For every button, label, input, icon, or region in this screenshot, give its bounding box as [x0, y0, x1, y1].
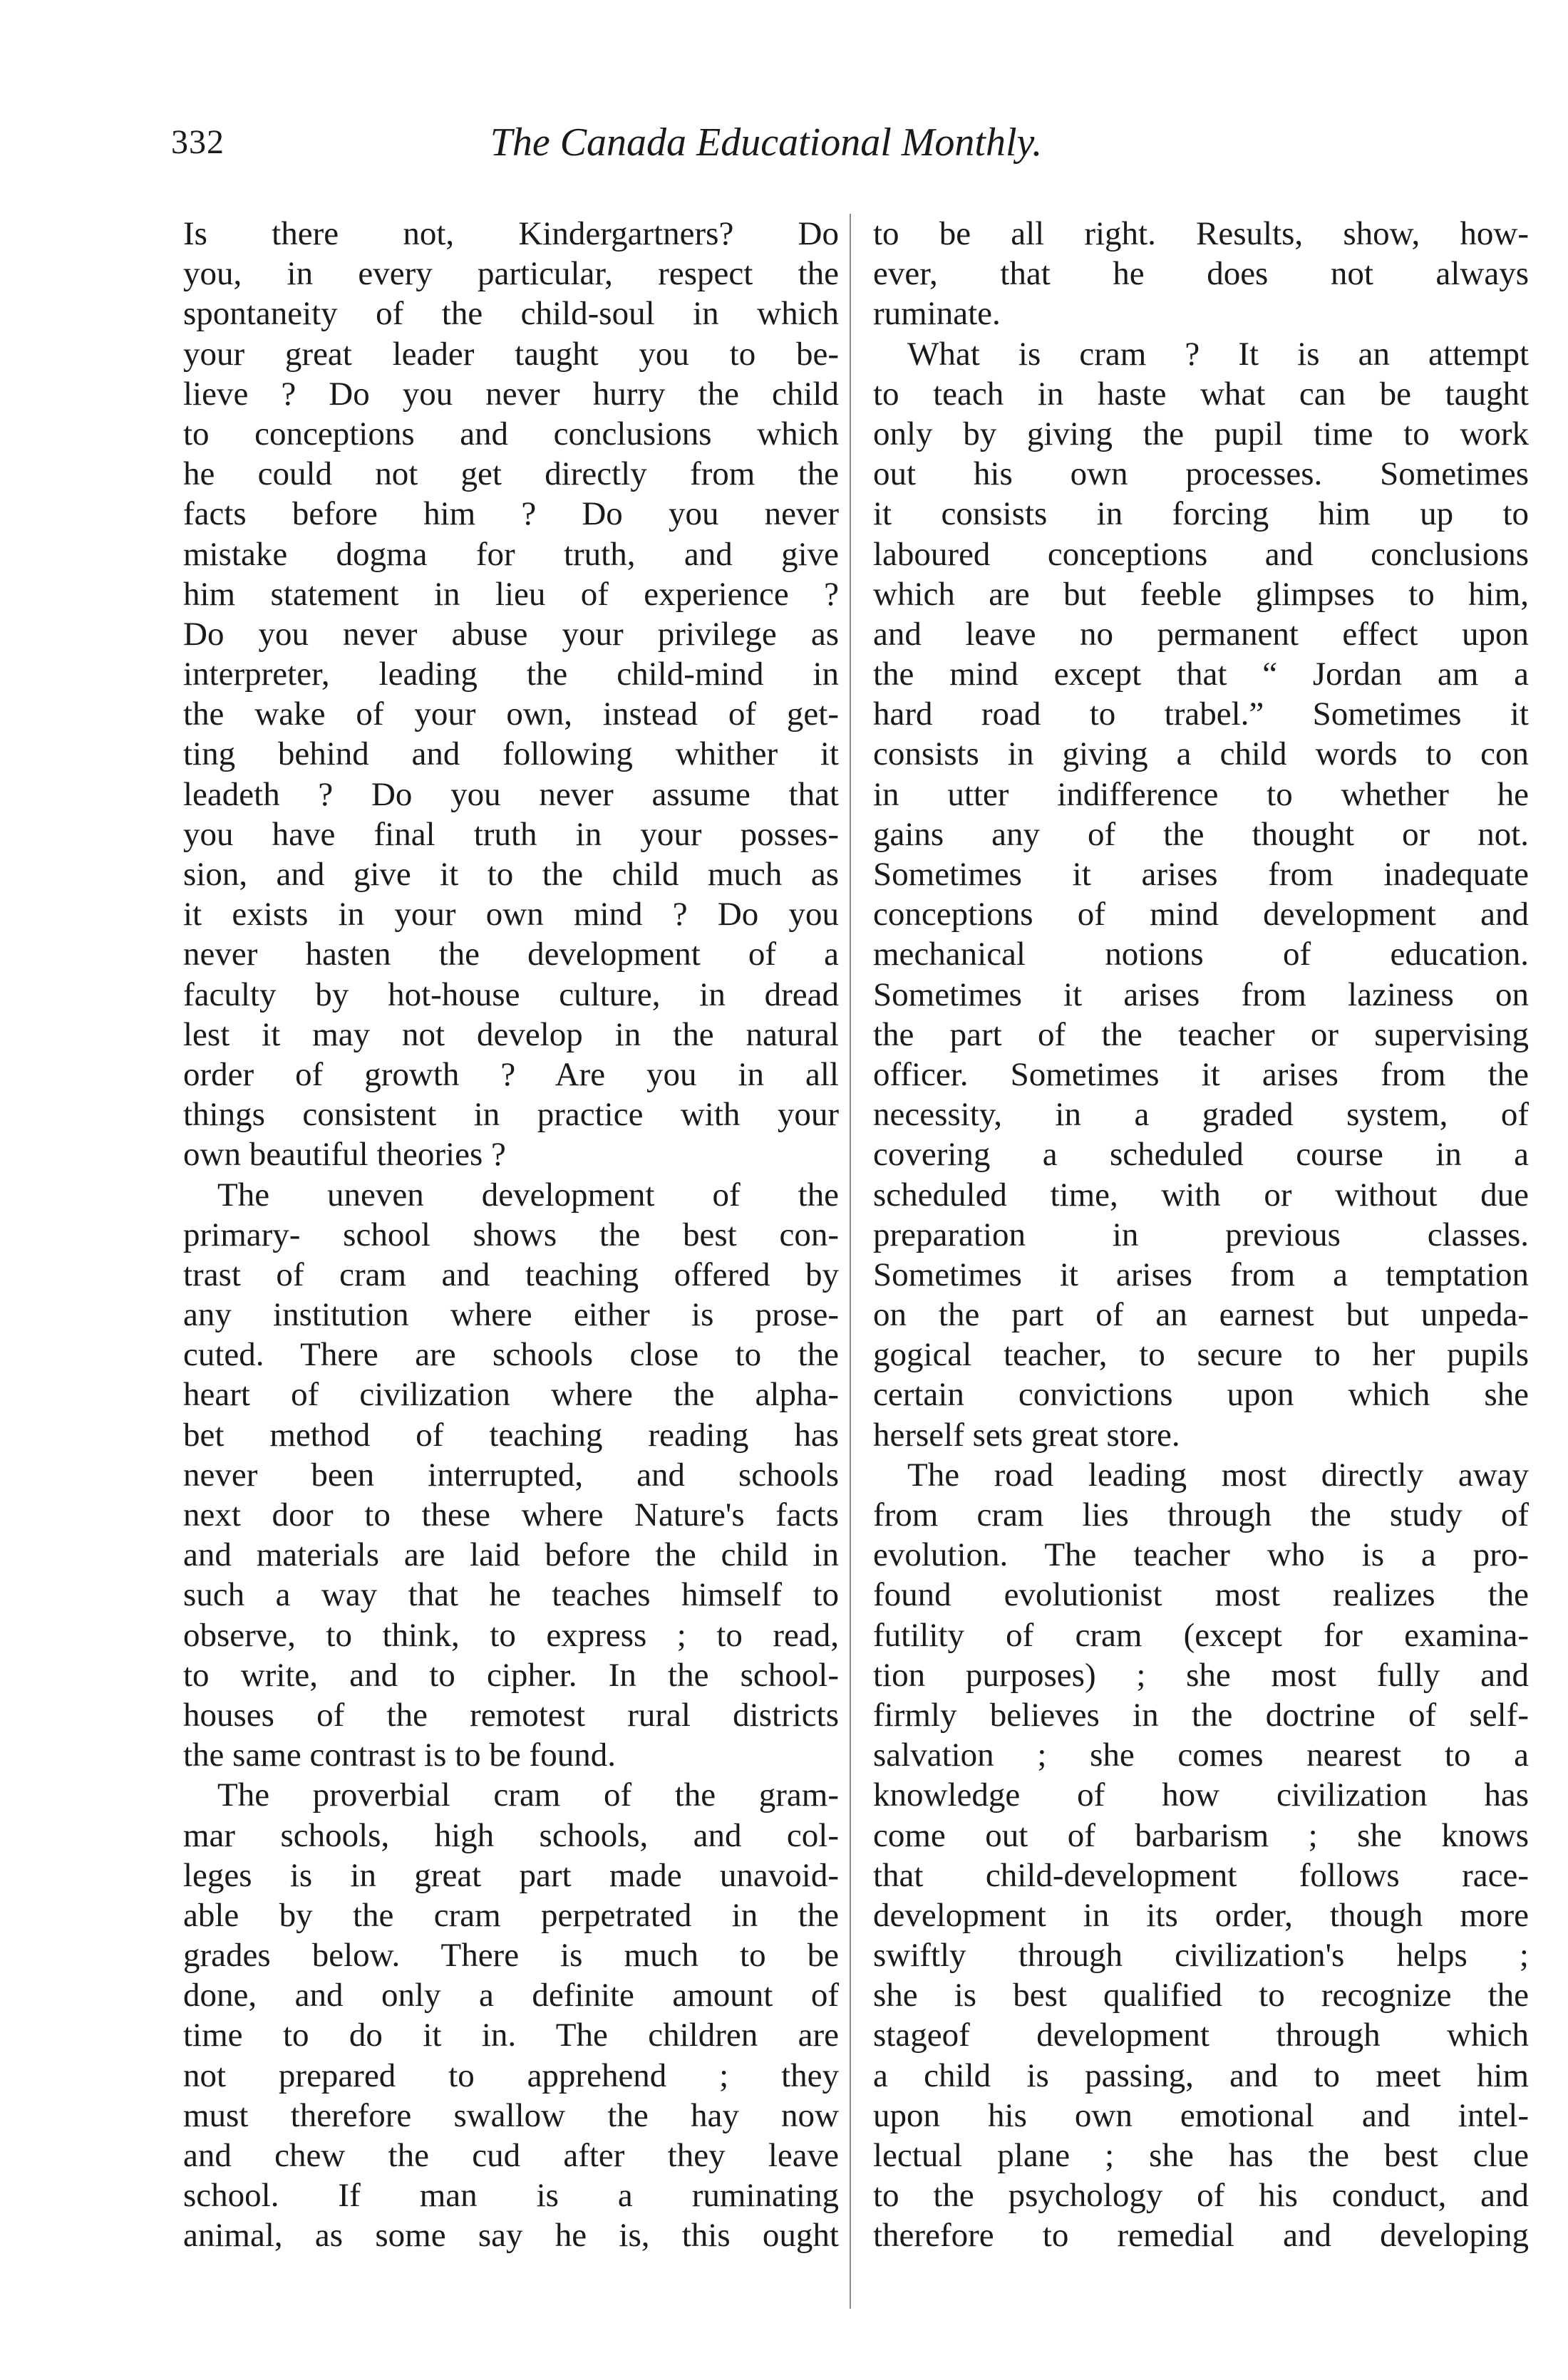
text-line: Do you never abuse your privilege as — [183, 615, 839, 653]
text-line: interpreter, leading the child-mind in — [183, 656, 839, 693]
text-line: mechanical notions of education. — [873, 936, 1529, 973]
text-line: own beautiful theories ? — [183, 1136, 506, 1174]
text-line: preparation in previous classes. — [873, 1216, 1529, 1253]
text-line: able by the cram perpetrated in the — [183, 1896, 839, 1934]
text-line: futility of cram (except for examina- — [873, 1616, 1529, 1654]
text-line: cuted. There are schools close to the — [183, 1336, 839, 1374]
text-line: mar schools, high schools, and col- — [183, 1816, 839, 1854]
text-line: it consists in forcing him up to — [873, 495, 1529, 533]
page-number: 332 — [171, 123, 225, 161]
text-line: order of growth ? Are you in all — [183, 1055, 839, 1093]
text-line: scheduled time, with or without due — [873, 1176, 1529, 1214]
text-line: upon his own emotional and intel- — [873, 2096, 1529, 2134]
text-line: officer. Sometimes it arises from the — [873, 1055, 1529, 1093]
text-line: Sometimes it arises from a temptation — [873, 1256, 1529, 1293]
text-line: come out of barbarism ; she knows — [873, 1816, 1529, 1854]
text-line: covering a scheduled course in a — [873, 1136, 1529, 1174]
text-line: What is cram ? It is an attempt — [907, 335, 1529, 373]
text-line: faculty by hot-house culture, in dread — [183, 976, 839, 1013]
text-line: to teach in haste what can be taught — [873, 375, 1529, 413]
text-line: a child is passing, and to meet him — [873, 2056, 1529, 2094]
text-line: necessity, in a graded system, of — [873, 1096, 1529, 1134]
text-line: your great leader taught you to be- — [183, 335, 839, 373]
page-header — [171, 118, 1197, 167]
text-line: she is best qualified to recognize the — [873, 1977, 1529, 2014]
text-line: conceptions of mind development and — [873, 896, 1529, 933]
text-line: lest it may not develop in the natural — [183, 1015, 839, 1053]
text-line: school. If man is a ruminating — [183, 2177, 839, 2215]
text-line: the mind except that “ Jordan am a — [873, 656, 1529, 693]
text-line: must therefore swallow the hay now — [183, 2096, 839, 2134]
text-line: to be all right. Results, show, how- — [873, 215, 1529, 252]
text-line: things consistent in practice with your — [183, 1096, 839, 1134]
text-line: to the psychology of his conduct, and — [873, 2177, 1529, 2215]
text-line: lectual plane ; she has the best clue — [873, 2137, 1529, 2174]
text-line: done, and only a definite amount of — [183, 1977, 839, 2014]
text-line: it exists in your own mind ? Do you — [183, 896, 839, 933]
text-line: knowledge of how civilization has — [873, 1776, 1529, 1814]
text-line: you have final truth in your posses- — [183, 815, 839, 853]
text-line: you, in every particular, respect the — [183, 255, 839, 293]
text-line: evolution. The teacher who is a pro- — [873, 1536, 1529, 1574]
text-line: heart of civilization where the alpha- — [183, 1376, 839, 1414]
text-line: The proverbial cram of the gram- — [217, 1776, 839, 1814]
text-line: next door to these where Nature's facts — [183, 1496, 839, 1533]
text-line: stageof development through which — [873, 2017, 1529, 2054]
text-line: to conceptions and conclusions which — [183, 415, 839, 452]
text-line: therefore to remedial and developing — [873, 2217, 1529, 2255]
text-line: that child-development follows race- — [873, 1856, 1529, 1894]
running-title: The Canada Educational Monthly. — [490, 120, 1043, 165]
text-line: grades below. There is much to be — [183, 1937, 839, 1975]
text-line: Sometimes it arises from laziness on — [873, 976, 1529, 1013]
text-line: sion, and give it to the child much as — [183, 856, 839, 893]
text-line: spontaneity of the child-soul in which — [183, 295, 839, 333]
text-line: leges is in great part made unavoid- — [183, 1856, 839, 1894]
text-line: The uneven development of the — [217, 1176, 839, 1214]
text-line: swiftly through civilization's helps ; — [873, 1937, 1529, 1975]
text-line: lieve ? Do you never hurry the child — [183, 375, 839, 413]
text-line: to write, and to cipher. In the school- — [183, 1656, 839, 1694]
text-line: animal, as some say he is, this ought — [183, 2217, 839, 2255]
text-line: firmly believes in the doctrine of self- — [873, 1696, 1529, 1734]
text-line: ruminate. — [873, 295, 1001, 333]
text-line: gogical teacher, to secure to her pupils — [873, 1336, 1529, 1374]
column-divider — [850, 214, 851, 2309]
text-line: the same contrast is to be found. — [183, 1737, 616, 1774]
text-line: and materials are laid before the child in — [183, 1536, 839, 1574]
text-line: observe, to think, to express ; to read, — [183, 1616, 839, 1654]
text-line: him statement in lieu of experience ? — [183, 575, 839, 613]
text-line: ever, that he does not always — [873, 255, 1529, 293]
text-line: herself sets great store. — [873, 1416, 1180, 1454]
text-line: any institution where either is prose- — [183, 1296, 839, 1334]
left-column — [183, 214, 839, 2256]
text-line: never hasten the development of a — [183, 936, 839, 973]
text-line: trast of cram and teaching offered by — [183, 1256, 839, 1293]
text-line: which are but feeble glimpses to him, — [873, 575, 1529, 613]
text-line: mistake dogma for truth, and give — [183, 535, 839, 573]
text-line: laboured conceptions and conclusions — [873, 535, 1529, 573]
text-line: primary- school shows the best con- — [183, 1216, 839, 1253]
text-line: hard road to trabel.” Sometimes it — [873, 695, 1529, 733]
text-line: consists in giving a child words to con — [873, 735, 1529, 773]
text-line: The road leading most directly away — [907, 1456, 1529, 1494]
right-column — [873, 214, 1529, 2256]
text-line: and leave no permanent effect upon — [873, 615, 1529, 653]
text-line: on the part of an earnest but unpeda- — [873, 1296, 1529, 1334]
text-line: Sometimes it arises from inadequate — [873, 856, 1529, 893]
text-line: houses of the remotest rural districts — [183, 1696, 839, 1734]
text-line: the part of the teacher or supervising — [873, 1015, 1529, 1053]
text-line: and chew the cud after they leave — [183, 2137, 839, 2174]
text-line: tion purposes) ; she most fully and — [873, 1656, 1529, 1694]
text-line: gains any of the thought or not. — [873, 815, 1529, 853]
text-line: leadeth ? Do you never assume that — [183, 775, 839, 813]
text-line: certain convictions upon which she — [873, 1376, 1529, 1414]
text-line: such a way that he teaches himself to — [183, 1576, 839, 1614]
text-line: the wake of your own, instead of get- — [183, 695, 839, 733]
text-line: in utter indifference to whether he — [873, 775, 1529, 813]
text-line: out his own processes. Sometimes — [873, 455, 1529, 493]
text-line: salvation ; she comes nearest to a — [873, 1737, 1529, 1774]
text-line: never been interrupted, and schools — [183, 1456, 839, 1494]
text-line: time to do it in. The children are — [183, 2017, 839, 2054]
text-line: he could not get directly from the — [183, 455, 839, 493]
text-line: bet method of teaching reading has — [183, 1416, 839, 1454]
text-line: from cram lies through the study of — [873, 1496, 1529, 1533]
text-line: Is there not, Kindergartners? Do — [183, 215, 839, 252]
text-line: not prepared to apprehend ; they — [183, 2056, 839, 2094]
text-line: development in its order, though more — [873, 1896, 1529, 1934]
text-line: found evolutionist most realizes the — [873, 1576, 1529, 1614]
text-line: facts before him ? Do you never — [183, 495, 839, 533]
text-line: ting behind and following whither it — [183, 735, 839, 773]
text-line: only by giving the pupil time to work — [873, 415, 1529, 452]
